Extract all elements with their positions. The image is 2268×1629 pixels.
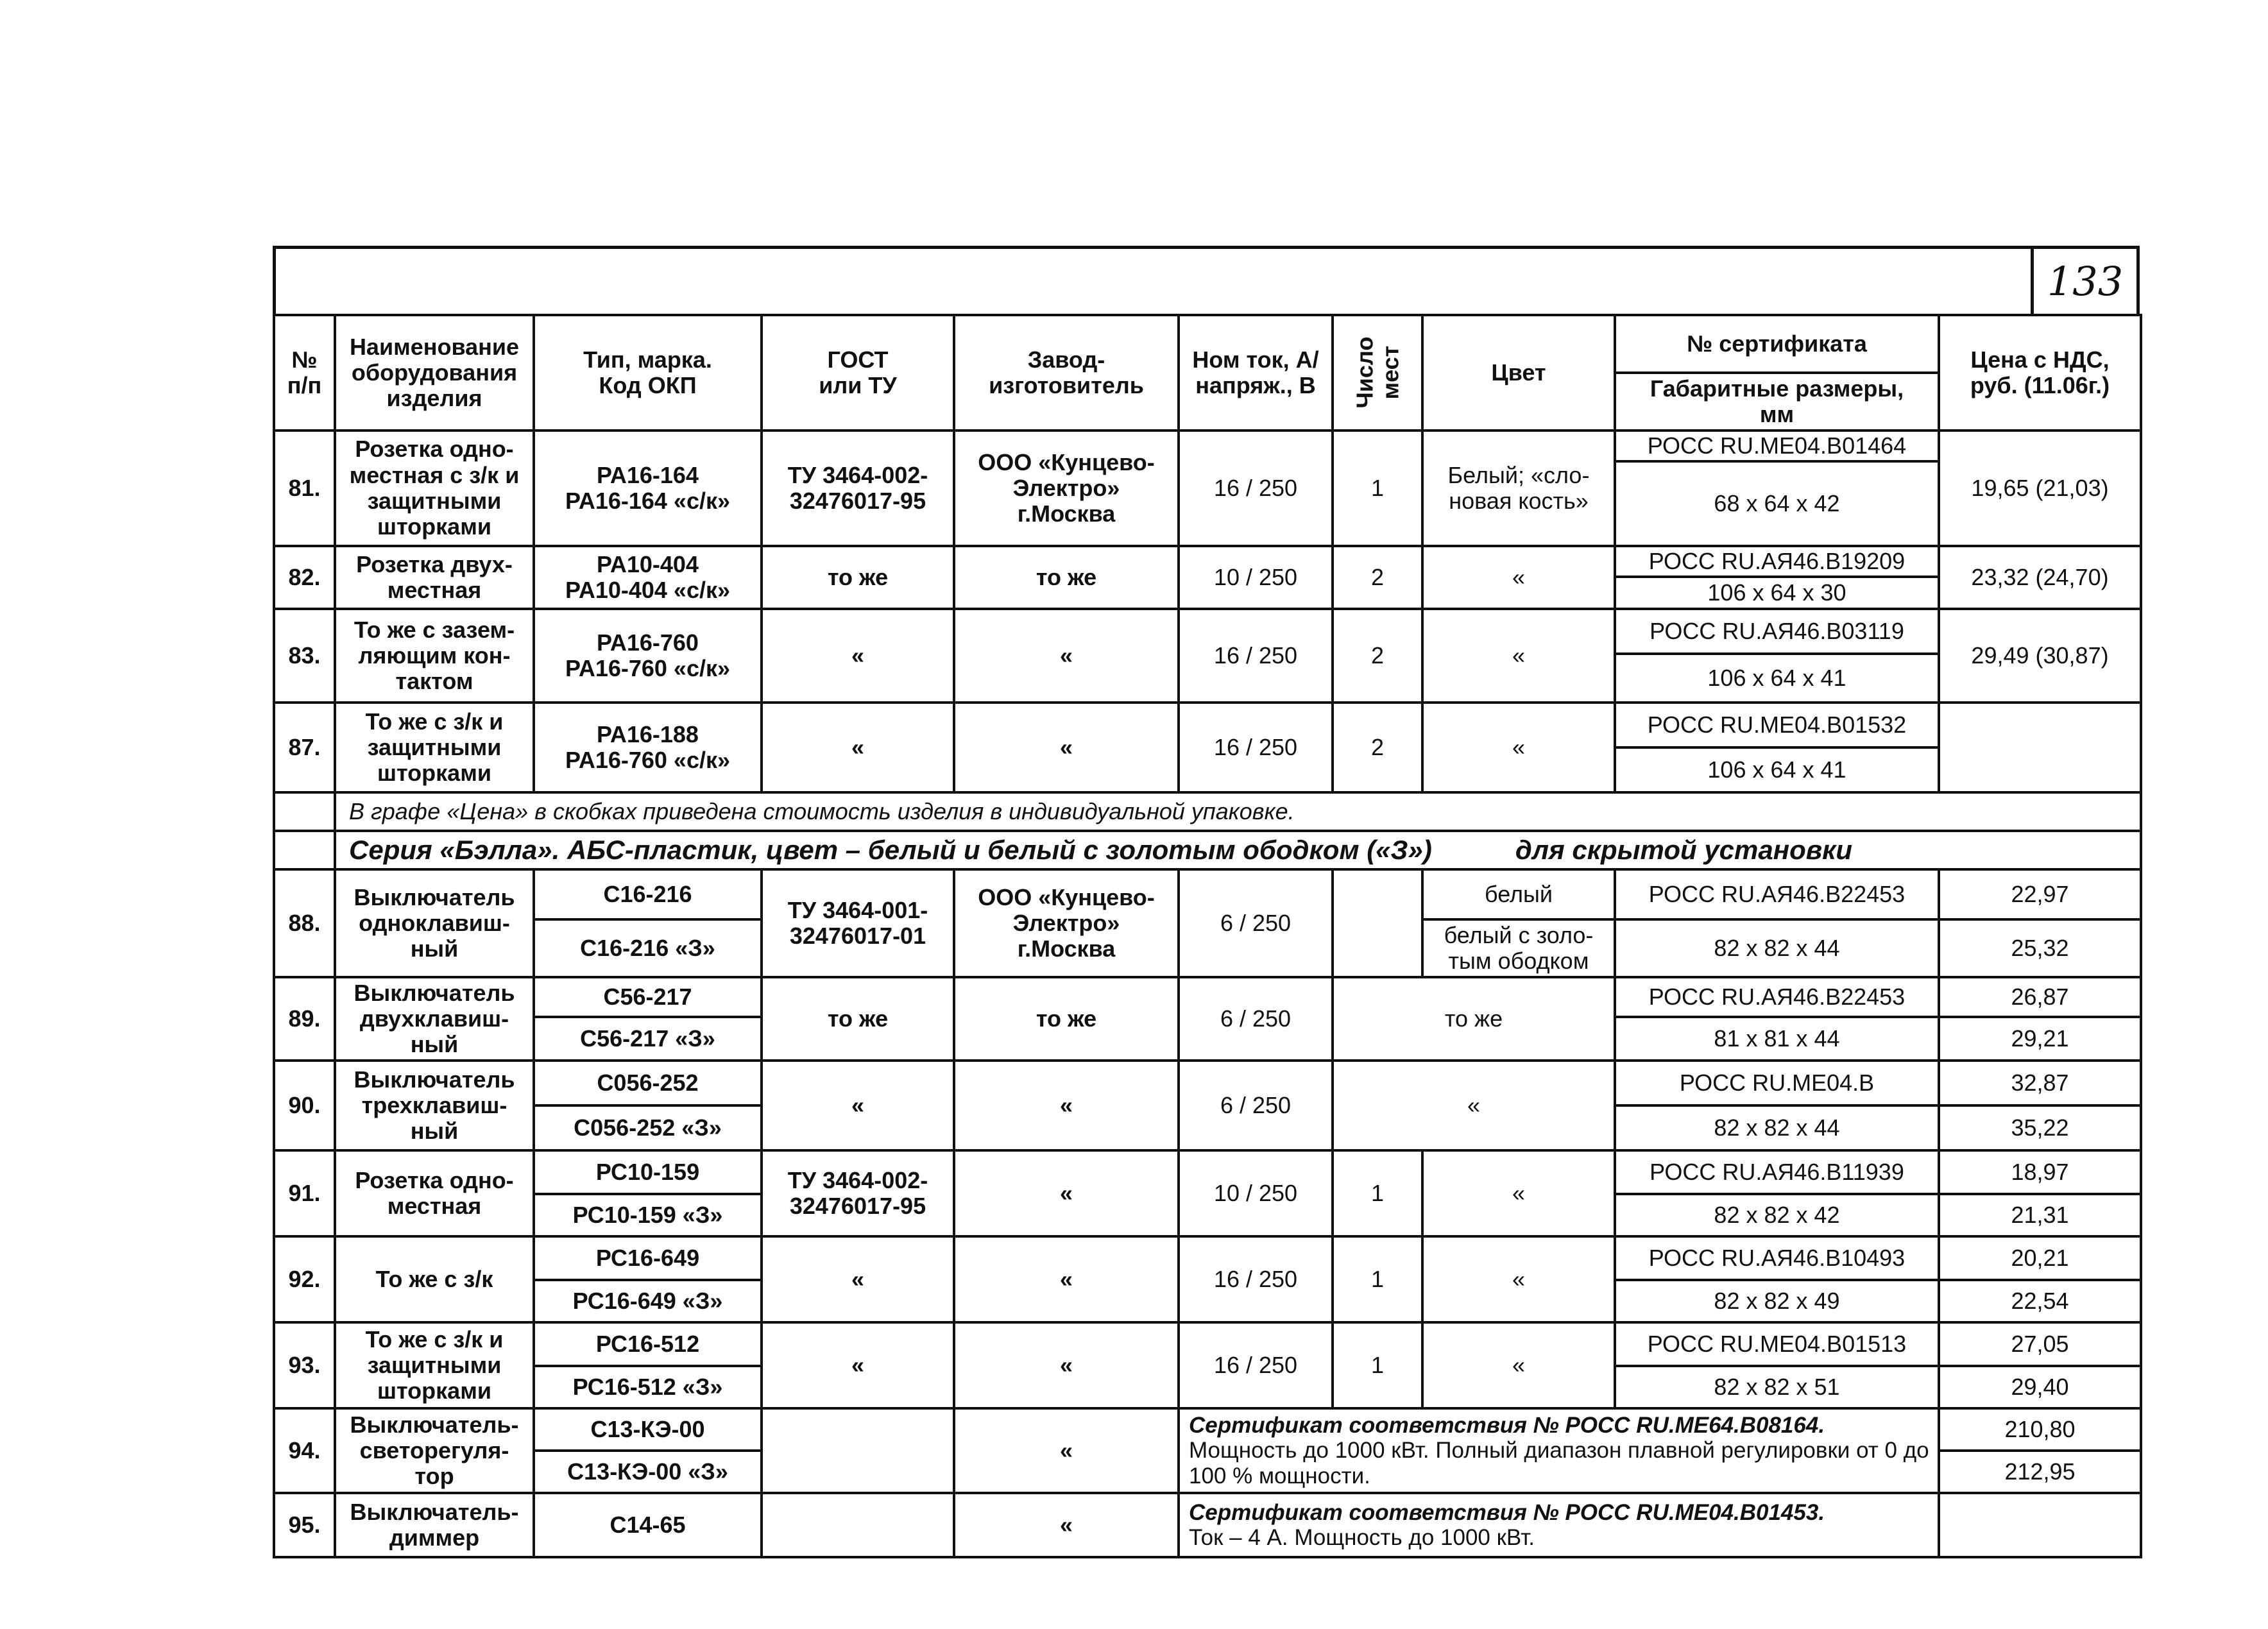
row-color: « <box>1422 1236 1615 1322</box>
row-cert: РОСС RU.МЕ04.В01513 <box>1615 1322 1939 1366</box>
row-color: « <box>1422 609 1615 703</box>
row-price: 26,87 <box>1939 977 2141 1017</box>
table-row <box>274 1061 2141 1105</box>
row-current: 10 / 250 <box>1179 1150 1333 1236</box>
row-cert: РОСС RU.МЕ04.В01532 <box>1615 703 1939 747</box>
cert-title: Сертификат соответствия № РОСС RU.МЕ64.В08164. <box>1189 1413 1825 1438</box>
row-dims: 82 х 82 х 44 <box>1615 919 1939 977</box>
row-type: РС10-159 <box>534 1150 762 1194</box>
row-gost: ТУ 3464-002- 32476017-95 <box>762 431 954 546</box>
row-maker: ООО «Кунцево- Электро» г.Москва <box>954 431 1179 546</box>
row-price: 212,95 <box>1939 1451 2141 1493</box>
table-row <box>274 977 2141 1017</box>
row-num: 94. <box>274 1408 335 1493</box>
row-price: 29,49 (30,87) <box>1939 609 2141 703</box>
row-gost <box>762 1408 954 1493</box>
page-header-bar <box>273 246 2140 314</box>
row-price: 22,97 <box>1939 869 2141 919</box>
row-maker: то же <box>954 546 1179 609</box>
row-name: Розетка одно- местная <box>335 1150 534 1236</box>
table-row <box>274 1150 2141 1194</box>
row-places: 1 <box>1333 431 1422 546</box>
row-type: РС16-512 <box>534 1322 762 1366</box>
row-current: 10 / 250 <box>1179 546 1333 609</box>
row-dims: 106 х 64 х 41 <box>1615 654 1939 703</box>
row-dims: 82 х 82 х 42 <box>1615 1194 1939 1236</box>
row-places: 1 <box>1333 1150 1422 1236</box>
price-note: В графе «Цена» в скобках приведена стоимость изделия в индивидуальной упаковке. <box>335 792 2141 831</box>
row-places: 2 <box>1333 609 1422 703</box>
row-color: то же <box>1333 977 1615 1061</box>
row-price: 23,32 (24,70) <box>1939 546 2141 609</box>
row-places <box>1333 869 1422 977</box>
series-install: для скрытой установки <box>1515 835 1853 866</box>
header-price: Цена с НДС, руб. (11.06г.) <box>1939 315 2141 431</box>
row-current: 16 / 250 <box>1179 609 1333 703</box>
row-cert: РОСС RU.АЯ46.В19209 <box>1615 546 1939 577</box>
cert-title: Сертификат соответствия № РОСС RU.МЕ04.В01453. <box>1189 1499 1825 1525</box>
row-num: 93. <box>274 1322 335 1408</box>
header-gost: ГОСТ или ТУ <box>762 315 954 431</box>
row-current: 16 / 250 <box>1179 431 1333 546</box>
row-dims: 82 х 82 х 51 <box>1615 1366 1939 1408</box>
row-num: 95. <box>274 1493 335 1557</box>
row-type: С13-КЭ-00 <box>534 1408 762 1451</box>
row-num: 83. <box>274 609 335 703</box>
row-dims: 82 х 82 х 44 <box>1615 1105 1939 1150</box>
row-maker: « <box>954 703 1179 792</box>
row-current: 16 / 250 <box>1179 1236 1333 1322</box>
row-gost: то же <box>762 546 954 609</box>
row-num: 89. <box>274 977 335 1061</box>
row-gost: ТУ 3464-002- 32476017-95 <box>762 1150 954 1236</box>
row-name: То же с з/к и защитными шторками <box>335 703 534 792</box>
row-name: То же с з/к и защитными шторками <box>335 1322 534 1408</box>
row-name: Розетка двух- местная <box>335 546 534 609</box>
row-color: белый <box>1422 869 1615 919</box>
row-price: 29,21 <box>1939 1017 2141 1061</box>
row-price: 35,22 <box>1939 1105 2141 1150</box>
header-current: Ном ток, А/ напряж., В <box>1179 315 1333 431</box>
row-price: 210,80 <box>1939 1408 2141 1451</box>
table-row <box>274 1322 2141 1366</box>
row-cert: РОСС RU.МЕ04.В <box>1615 1061 1939 1105</box>
table-row <box>274 431 2141 461</box>
row-places: 1 <box>1333 1322 1422 1408</box>
row-type: РА10-404 РА10-404 «с/к» <box>534 546 762 609</box>
row-dims: 106 х 64 х 30 <box>1615 577 1939 609</box>
row-dims: 68 х 64 х 42 <box>1615 461 1939 546</box>
row-name: Выключатель одноклавиш- ный <box>335 869 534 977</box>
note-row <box>274 792 2141 831</box>
row-name: Выключатель трехклавиш- ный <box>335 1061 534 1150</box>
row-price: 22,54 <box>1939 1280 2141 1322</box>
row-gost: « <box>762 703 954 792</box>
row-maker: ООО «Кунцево- Электро» г.Москва <box>954 869 1179 977</box>
row-maker: « <box>954 1150 1179 1236</box>
header-num: № п/п <box>274 315 335 431</box>
row-num: 92. <box>274 1236 335 1322</box>
row-cert: РОСС RU.АЯ46.В22453 <box>1615 977 1939 1017</box>
page-number: 133 <box>2031 249 2136 314</box>
row-gost <box>762 1493 954 1557</box>
row-cert: РОСС RU.АЯ46.В11939 <box>1615 1150 1939 1194</box>
row-name: Выключатель- светорегуля- тор <box>335 1408 534 1493</box>
header-cert: № сертификата <box>1615 315 1939 373</box>
row-name: Выключатель- диммер <box>335 1493 534 1557</box>
row-price <box>1939 1493 2141 1557</box>
row-type: С16-216 <box>534 869 762 919</box>
row-cert: РОСС RU.АЯ46.В22453 <box>1615 869 1939 919</box>
row-name: То же с з/к <box>335 1236 534 1322</box>
row-type: С13-КЭ-00 «З» <box>534 1451 762 1493</box>
row-maker: « <box>954 1236 1179 1322</box>
row-dims: 106 х 64 х 41 <box>1615 747 1939 792</box>
table-row <box>274 609 2141 654</box>
header-maker: Завод- изготовитель <box>954 315 1179 431</box>
row-current: 6 / 250 <box>1179 977 1333 1061</box>
row-current: 6 / 250 <box>1179 869 1333 977</box>
header-color: Цвет <box>1422 315 1615 431</box>
series-row <box>274 831 2141 869</box>
row-type: С56-217 <box>534 977 762 1017</box>
row-name: Выключатель двухклавиш- ный <box>335 977 534 1061</box>
row-type: С56-217 «З» <box>534 1017 762 1061</box>
row-cert: РОСС RU.АЯ46.В10493 <box>1615 1236 1939 1280</box>
row-price: 20,21 <box>1939 1236 2141 1280</box>
header-dims: Габаритные размеры, мм <box>1615 373 1939 431</box>
row-cert-note <box>1179 1408 1939 1493</box>
row-gost: « <box>762 1322 954 1408</box>
row-gost: « <box>762 609 954 703</box>
row-color: Белый; «сло- новая кость» <box>1422 431 1615 546</box>
table-row <box>274 1408 2141 1451</box>
row-maker: то же <box>954 977 1179 1061</box>
row-type: РА16-760 РА16-760 «с/к» <box>534 609 762 703</box>
row-color: « <box>1333 1061 1615 1150</box>
document-sheet <box>273 246 2140 1558</box>
row-maker: « <box>954 1061 1179 1150</box>
cert-text: Мощность до 1000 кВт. Полный диапазон плавной регулировки от 0 до 100 % мощности. <box>1189 1438 1929 1488</box>
row-type: С16-216 «З» <box>534 919 762 977</box>
row-maker: « <box>954 1322 1179 1408</box>
row-price: 32,87 <box>1939 1061 2141 1105</box>
cert-text: Ток – 4 А. Мощность до 1000 кВт. <box>1189 1525 1535 1550</box>
row-color: « <box>1422 1150 1615 1236</box>
table-row <box>274 703 2141 747</box>
row-color: « <box>1422 703 1615 792</box>
row-places: 2 <box>1333 703 1422 792</box>
row-name: То же с зазем- ляющим кон- тактом <box>335 609 534 703</box>
row-price: 25,32 <box>1939 919 2141 977</box>
row-color: белый с золо- тым ободком <box>1422 919 1615 977</box>
row-gost: ТУ 3464-001- 32476017-01 <box>762 869 954 977</box>
row-price <box>1939 703 2141 792</box>
header-type: Тип, марка. Код ОКП <box>534 315 762 431</box>
row-places: 2 <box>1333 546 1422 609</box>
row-price: 21,31 <box>1939 1194 2141 1236</box>
row-type: С056-252 <box>534 1061 762 1105</box>
table-row <box>274 1236 2141 1280</box>
row-current: 6 / 250 <box>1179 1061 1333 1150</box>
row-price: 27,05 <box>1939 1322 2141 1366</box>
row-gost: то же <box>762 977 954 1061</box>
row-num: 90. <box>274 1061 335 1150</box>
price-table <box>273 314 2142 1558</box>
header-name: Наименование оборудования изделия <box>335 315 534 431</box>
table-row <box>274 1493 2141 1557</box>
row-cert: РОСС RU.АЯ46.В03119 <box>1615 609 1939 654</box>
row-places: 1 <box>1333 1236 1422 1322</box>
row-name: Розетка одно- местная с з/к и защитными шторками <box>335 431 534 546</box>
row-maker: « <box>954 609 1179 703</box>
row-maker: « <box>954 1493 1179 1557</box>
row-type: С056-252 «З» <box>534 1105 762 1150</box>
row-gost: « <box>762 1061 954 1150</box>
row-gost: « <box>762 1236 954 1322</box>
row-maker: « <box>954 1408 1179 1493</box>
row-num: 88. <box>274 869 335 977</box>
row-color: « <box>1422 546 1615 609</box>
row-price: 18,97 <box>1939 1150 2141 1194</box>
row-type: РС10-159 «З» <box>534 1194 762 1236</box>
row-price: 29,40 <box>1939 1366 2141 1408</box>
row-current: 16 / 250 <box>1179 703 1333 792</box>
row-color: « <box>1422 1322 1615 1408</box>
row-type: РС16-649 «З» <box>534 1280 762 1322</box>
series-title: Серия «Бэлла». АБС-пластик, цвет – белый и белый с золотым ободком («З») <box>349 835 1432 866</box>
table-row <box>274 546 2141 577</box>
row-num: 87. <box>274 703 335 792</box>
row-type: РА16-164 РА16-164 «с/к» <box>534 431 762 546</box>
row-type: РС16-649 <box>534 1236 762 1280</box>
row-dims: 81 х 81 х 44 <box>1615 1017 1939 1061</box>
row-num: 82. <box>274 546 335 609</box>
row-num: 81. <box>274 431 335 546</box>
row-num: 91. <box>274 1150 335 1236</box>
row-cert-note <box>1179 1493 1939 1557</box>
table-row <box>274 869 2141 919</box>
row-type: С14-65 <box>534 1493 762 1557</box>
header-places: Число мест <box>1333 315 1422 431</box>
row-current: 16 / 250 <box>1179 1322 1333 1408</box>
series-heading <box>335 831 2141 869</box>
row-cert: РОСС RU.МЕ04.В01464 <box>1615 431 1939 461</box>
header-row <box>274 315 2141 373</box>
row-dims: 82 х 82 х 49 <box>1615 1280 1939 1322</box>
row-type: РА16-188 РА16-760 «с/к» <box>534 703 762 792</box>
row-price: 19,65 (21,03) <box>1939 431 2141 546</box>
row-type: РС16-512 «З» <box>534 1366 762 1408</box>
